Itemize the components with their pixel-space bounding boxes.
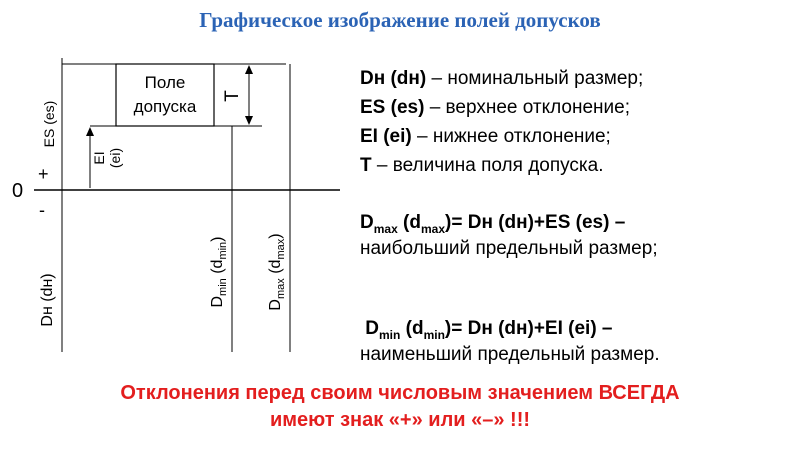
definition-item: Dн (dн) – номинальный размер; <box>360 68 644 89</box>
es-label: ES (es) <box>41 100 57 148</box>
ei-label-line1: EI <box>91 151 107 165</box>
dmax-label: $D_{max}$ $(d_{max})$ <box>267 233 287 311</box>
dn-label: Dн (dн) <box>39 273 56 327</box>
t-arrow-down <box>245 116 253 125</box>
ei-arrow-up <box>86 127 94 136</box>
zero-label: 0 <box>12 180 24 202</box>
ei-label-line2: (ei) <box>107 147 123 169</box>
dmin-formula: $D_{min}$ $(d_{min})=$ Dн (dн)+EI (ei) – наименьший предельный размер. <box>360 316 790 368</box>
field-label-line2: допуска <box>133 97 197 116</box>
minus-label: - <box>39 200 45 220</box>
warning-note <box>0 380 800 434</box>
plus-label: + <box>38 164 49 184</box>
page-title: Графическое изображение полей допусков <box>199 8 601 32</box>
dmax-formula-description: наибольший предельный размер; <box>360 238 658 259</box>
t-arrow-up <box>245 65 253 74</box>
dmin-formula-description: наименьший предельный размер. <box>360 344 660 365</box>
warning-line1: Отклонения перед своим числовым значением ВСЕГДА <box>120 382 680 404</box>
dmin-label: $D_{min}$ $(d_{min})$ <box>209 236 229 308</box>
warning-line2: имеют знак «+» или «–» !!! <box>269 409 531 431</box>
definitions-list <box>360 64 790 180</box>
t-label: T <box>222 90 243 102</box>
definition-item: EI (ei) – нижнее отклонение; <box>360 126 611 147</box>
definition-item: T – величина поля допуска. <box>360 155 604 176</box>
field-label-line1: Поле <box>144 73 186 92</box>
definition-item: ES (es) – верхнее отклонение; <box>360 97 631 118</box>
dmax-formula: $D_{max}$ $(d_{max})=$ Dн (dн)+ES (es) – наибольший предельный размер; <box>360 210 790 262</box>
